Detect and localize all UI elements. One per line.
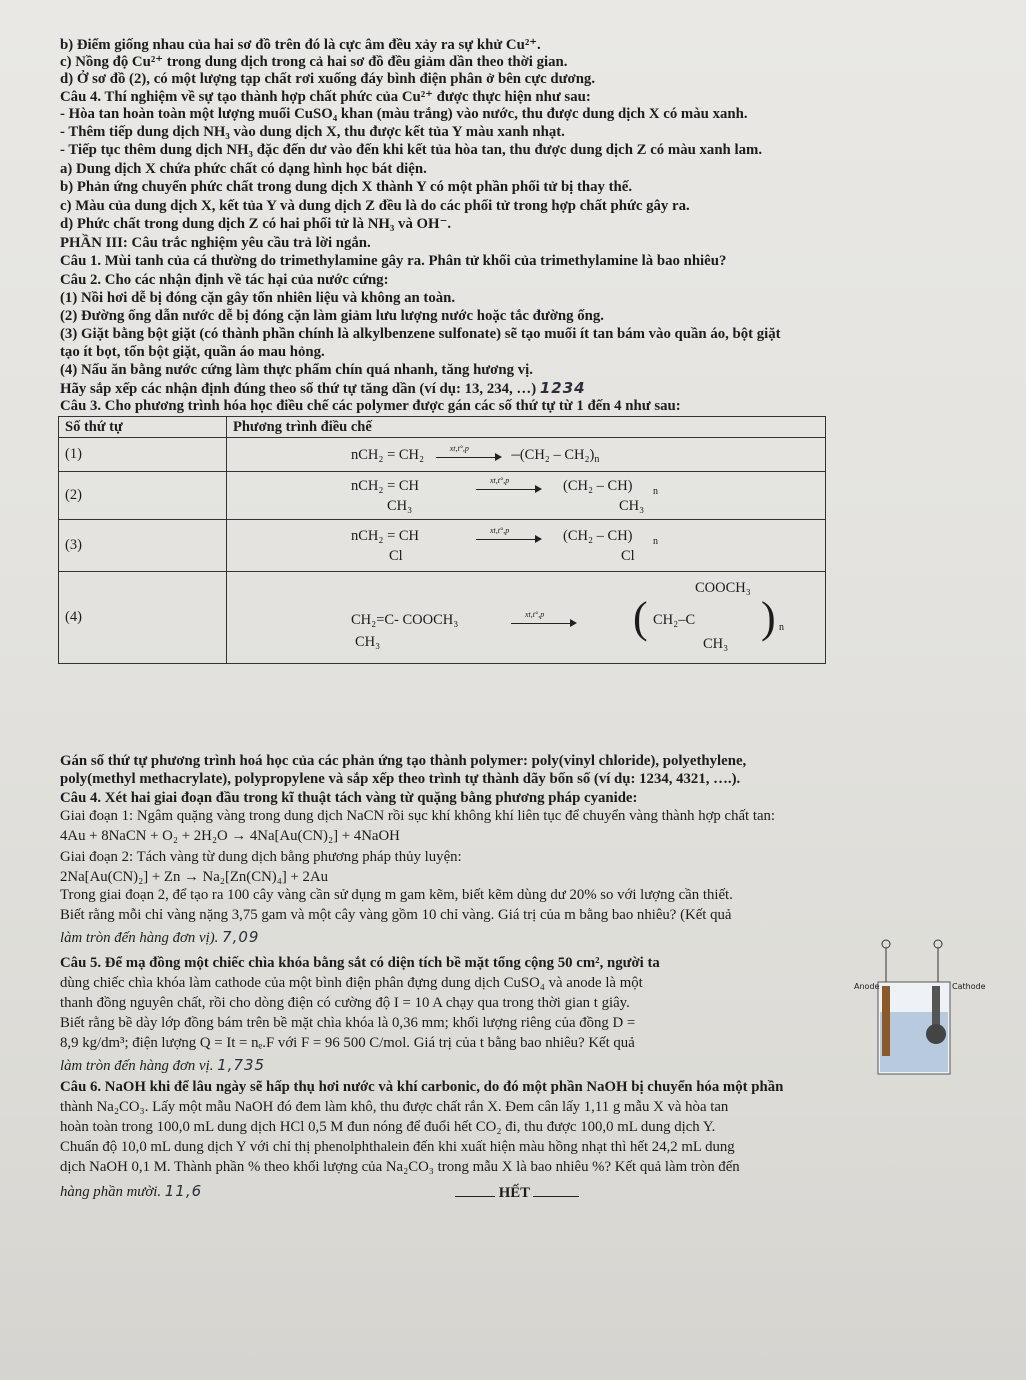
header-no: Số thứ tự — [59, 417, 227, 438]
text-line: (2) Đường ống dẫn nước dễ bị đóng cặn làm giảm lưu lượng nước hoặc tắc đường ống. — [60, 308, 604, 324]
text-line: - Tiếp tục thêm dung dịch NH₃ đặc đến dư vào đến khi kết tủa hòa tan, thu được dung dịch Z có màu xanh lam. — [60, 142, 763, 158]
text-line: làm tròn đến hàng đơn vị). 7,09 — [60, 928, 260, 946]
question-3-caption: Câu 3. Cho phương trình hóa học điều chế các polymer được gán các số thứ tự từ 1 đến 4 như sau: — [60, 398, 681, 414]
cathode-label: Cathode — [952, 982, 986, 991]
text-line: (3) Giặt bằng bột giặt (có thành phần chính là alkylbenzene sulfonate) sẽ tạo muối ít tan bám vào quần áo, bột giặt — [60, 326, 781, 342]
table-row — [59, 438, 826, 472]
end-marker: HẾT — [455, 1184, 579, 1202]
row-no: (3) — [59, 520, 227, 572]
reaction-arrow: xt,t°,p — [436, 450, 500, 462]
text-line: dùng chiếc chìa khóa làm cathode của một bình điện phân đựng dung dịch CuSO₄ và anode là một — [60, 975, 643, 991]
question-2: Câu 2. Cho các nhận định về tác hại của nước cứng: — [60, 272, 389, 288]
handwritten-answer: 11,6 — [164, 1182, 203, 1200]
text-line: d) Ở sơ đồ (2), có một lượng tạp chất rơi xuống đáy bình điện phân ở bên cực dương. — [60, 71, 596, 87]
text-line: Trong giai đoạn 2, để tạo ra 100 cây vàng cần sử dụng m gam kẽm, biết kẽm dùng dư 20% so với lượng cần thiết. — [60, 887, 733, 903]
text-line: b) Phản ứng chuyển phức chất trong dung dịch X thành Y có một phần phối tử bị thay thế. — [60, 179, 633, 195]
text-line: Biết rằng mỗi chỉ vàng nặng 3,75 gam và một cây vàng gồm 10 chỉ vàng. Giá trị của m bằng bao nhiêu? (Kết quả — [60, 907, 732, 923]
section-heading: PHẦN III: Câu trắc nghiệm yêu cầu trả lời ngắn. — [60, 235, 371, 251]
row-equation: nCH₂ = CH Cl xt,t°,p (CH₂ – CH) n Cl — [227, 520, 826, 572]
electrolysis-figure — [852, 934, 1002, 1082]
question-5: Câu 5. Để mạ đồng một chiếc chìa khóa bằng sắt có diện tích bề mặt tổng cộng 50 cm², người ta — [60, 955, 660, 971]
text-line: poly(methyl methacrylate), polypropylene và sắp xếp theo trình tự thành dãy bốn số (ví dụ: 1234, 4321, ….). — [60, 771, 741, 787]
text-line: d) Phức chất trong dung dịch Z có hai phối tử là NH₃ và OH⁻. — [60, 216, 452, 232]
row-equation: nCH₂ = CH₂ xt,t°,p $-(CH_2 - CH_2)_n$ — [227, 438, 826, 472]
text-line: c) Nồng độ Cu²⁺ trong dung dịch trong cả hai sơ đồ đều giảm dần theo thời gian. — [60, 54, 568, 70]
equation: 4Au + 8NaCN + O₂ + 2H₂O → 4Na[Au(CN)₂] + 4NaOH — [60, 828, 400, 844]
equation: 2Na[Au(CN)₂] + Zn → Na₂[Zn(CN)₄] + 2Au — [60, 869, 329, 885]
handwritten-answer: 1,735 — [217, 1056, 266, 1074]
table-row — [59, 472, 826, 520]
row-equation: nCH₂ = CH CH₃ xt,t°,p (CH₂ – CH) n CH₃ — [227, 472, 826, 520]
row-no: (4) — [59, 572, 227, 664]
row-no: (1) — [59, 438, 227, 472]
question-1: Câu 1. Mùi tanh của cá thường do trimethylamine gây ra. Phân tử khối của trimethylamine là bao nhiêu? — [60, 253, 727, 269]
header-equation: Phương trình điều chế — [227, 417, 826, 438]
question-4: Câu 4. Xét hai giai đoạn đầu trong kĩ thuật tách vàng từ quặng bằng phương pháp cyanide: — [60, 790, 638, 806]
handwritten-answer: 1234 — [539, 379, 586, 397]
text-line: (4) Nấu ăn bằng nước cứng làm thực phẩm chín quá nhanh, tăng hương vị. — [60, 362, 533, 378]
text-line: 8,9 kg/dm³; điện lượng Q = It = nₑ.F với F = 96 500 C/mol. Giá trị của t bằng bao nhiêu? Kết quả — [60, 1035, 635, 1051]
text-line: tạo ít bọt, tốn bột giặt, quần áo mau hỏng. — [60, 344, 325, 360]
text-line: Hãy sắp xếp các nhận định đúng theo số thứ tự tăng dần (ví dụ: 13, 234, …) 1234 — [60, 379, 586, 397]
table-row — [59, 520, 826, 572]
text-line: Biết rằng bề dày lớp đồng bám trên bề mặt chìa khóa là 0,36 mm; khối lượng riêng của đồng D = — [60, 1015, 636, 1031]
table-header-row — [59, 417, 826, 438]
row-equation: CH₂=C- COOCH₃ CH₃ xt,t°,p ( COOCH₃ CH₂–C CH₃ ) n — [227, 572, 826, 664]
polymer-table — [58, 416, 826, 664]
row-no: (2) — [59, 472, 227, 520]
text-line: Chuẩn độ 10,0 mL dung dịch Y với chỉ thị phenolphthalein đến khi xuất hiện màu hồng nhạt thì hết 24,2 mL dung — [60, 1139, 735, 1155]
text-line: a) Dung dịch X chứa phức chất có dạng hình học bát diện. — [60, 161, 427, 177]
text-line: - Hòa tan hoàn toàn một lượng muối CuSO₄ khan (màu trắng) vào nước, thu được dung dịch X có màu xanh. — [60, 106, 748, 122]
reaction-arrow: xt,t°,p — [476, 532, 540, 544]
reaction-arrow: xt,t°,p — [511, 616, 575, 628]
text-line: c) Màu của dung dịch X, kết tủa Y và dung dịch Z đều là do các phối tử trong hợp chất phức gây ra. — [60, 198, 690, 214]
text-line: - Thêm tiếp dung dịch NH₃ vào dung dịch X, thu được kết tủa Y màu xanh nhạt. — [60, 124, 565, 140]
handwritten-answer: 7,09 — [222, 928, 260, 946]
reaction-arrow: xt,t°,p — [476, 482, 540, 494]
text-line: dịch NaOH 0,1 M. Thành phần % theo khối lượng của Na₂CO₃ trong mẫu X là bao nhiêu %? Kết quả làm tròn đến — [60, 1159, 740, 1175]
text-line: hàng phần mười. 11,6 — [60, 1182, 203, 1200]
text-line: Câu 4. Thí nghiệm về sự tạo thành hợp chất phức của Cu²⁺ được thực hiện như sau: — [60, 89, 591, 105]
text-line: hoàn toàn trong 100,0 mL dung dịch HCl 0,5 M đun nóng để đuổi hết CO₂ đi, thu được 100,0 mL dung dịch Y. — [60, 1119, 716, 1135]
text-line: làm tròn đến hàng đơn vị. 1,735 — [60, 1056, 266, 1074]
text-line: Giai đoạn 2: Tách vàng từ dung dịch bằng phương pháp thủy luyện: — [60, 849, 462, 865]
text-line: b) Điểm giống nhau của hai sơ đồ trên đó là cực âm đều xảy ra sự khử Cu²⁺. — [60, 37, 541, 53]
text-line: thanh đồng nguyên chất, rồi cho dòng điện có cường độ I = 10 A chạy qua trong thời gian t giây. — [60, 995, 630, 1011]
text-line: Gán số thứ tự phương trình hoá học của các phản ứng tạo thành polymer: poly(vinyl chloride), polyethylene, — [60, 753, 747, 769]
question-6: Câu 6. NaOH khi để lâu ngày sẽ hấp thụ hơi nước và khí carbonic, do đó một phần NaOH bị chuyển hóa một phần — [60, 1079, 784, 1095]
table-row — [59, 572, 826, 664]
text-line: (1) Nồi hơi dễ bị đóng cặn gây tốn nhiên liệu và không an toàn. — [60, 290, 456, 306]
text-line: thành Na₂CO₃. Lấy một mẫu NaOH đó đem làm khô, thu được chất rắn X. Đem cân lấy 1,11 g mẫu X và hòa tan — [60, 1099, 729, 1115]
anode-label: Anode — [854, 982, 880, 991]
text-line: Giai đoạn 1: Ngâm quặng vàng trong dung dịch NaCN rồi sục khí không khí liên tục để chuyển vàng thành hợp chất tan: — [60, 808, 776, 824]
